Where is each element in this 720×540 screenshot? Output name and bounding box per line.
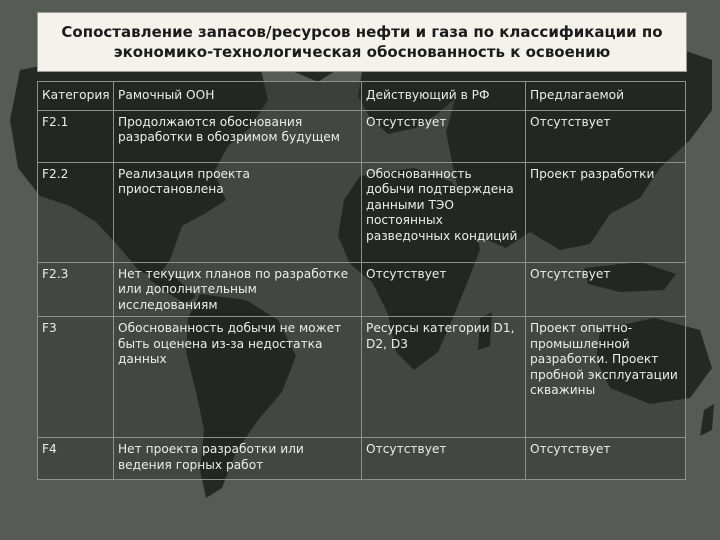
table-cell: Продолжаются обоснования разработки в обозримом будущем: [114, 110, 362, 162]
table-cell: Нет текущих планов по разработке или дополнительным исследованиям: [114, 262, 362, 317]
table-cell: Отсутствует: [362, 262, 526, 317]
title-line-1: Сопоставление запасов/ресурсов нефти и газа по классификации по: [61, 23, 663, 41]
title-line-2: экономико-технологическая обоснованность к освоению: [113, 43, 611, 61]
table-cell: Отсутствует: [526, 262, 686, 317]
table-cell: F2.1: [38, 110, 114, 162]
slide-title: [37, 12, 687, 72]
table-cell: Отсутствует: [362, 438, 526, 480]
table-cell: Обоснованность добычи не может быть оценена из-за недостатка данных: [114, 317, 362, 438]
table-row: [38, 317, 686, 438]
table-cell: F3: [38, 317, 114, 438]
table-cell: F2.2: [38, 162, 114, 262]
comparison-table: [37, 81, 686, 480]
header-category: Категория: [38, 82, 114, 111]
table-cell: F2.3: [38, 262, 114, 317]
header-un-framework: Рамочный ООН: [114, 82, 362, 111]
table-cell: Проект опытно-промышленной разработки. Проект пробной эксплуатации скважины: [526, 317, 686, 438]
table-row: [38, 162, 686, 262]
header-rf-current: Действующий в РФ: [362, 82, 526, 111]
comparison-table-container: [37, 81, 685, 480]
header-proposed: Предлагаемой: [526, 82, 686, 111]
table-cell: F4: [38, 438, 114, 480]
new-zealand-shape: [700, 404, 714, 436]
table-row: [38, 438, 686, 480]
table-cell: Ресурсы категории D1, D2, D3: [362, 317, 526, 438]
table-cell: Нет проекта разработки или ведения горных работ: [114, 438, 362, 480]
table-cell: Отсутствует: [362, 110, 526, 162]
table-row: [38, 262, 686, 317]
table-cell: Обоснованность добычи подтверждена данными ТЭО постоянных разведочных кондиций: [362, 162, 526, 262]
table-cell: Проект разработки: [526, 162, 686, 262]
table-row: [38, 110, 686, 162]
table-header-row: [38, 82, 686, 111]
table-cell: Отсутствует: [526, 438, 686, 480]
table-cell: Реализация проекта приостановлена: [114, 162, 362, 262]
table-cell: Отсутствует: [526, 110, 686, 162]
